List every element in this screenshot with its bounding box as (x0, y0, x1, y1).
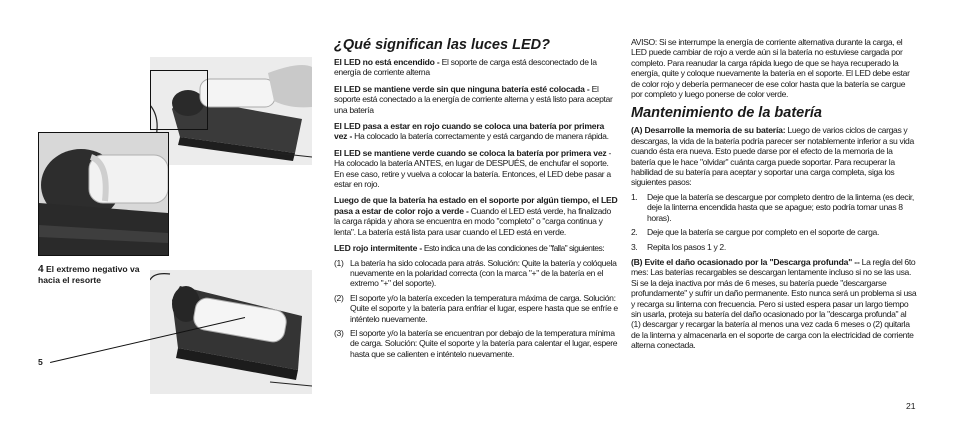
figure-4-number: 4 (38, 264, 44, 275)
fault-item-2: (2) El soporte y/o la batería exceden la temperatura máxima de carga. Solución: Quite el soporte y la batería para enfriar el lugar, espere hasta que se enfríe e inténtelo nuevamente. (334, 292, 618, 324)
memory-paragraph: (A) Desarrolle la memoria de su batería: Luego de varios ciclos de cargas y descargas, la vida de la batería podría parecer ser notablemente inferior a su vida cuando ésta era nueva. Esto puede darse por el efecto de la memoria de la batería que le hace "olvidar" cuánta carga puede soportar. Para recuperar la habilidad de su batería para aceptar y soportar una carga completa, siga los siguientes pasos: (631, 125, 914, 188)
aviso-paragraph: AVISO: Si se interrumpe la energía de corriente alternativa durante la carga, el LED puede cambiar de rojo a verde aún si la batería no estuviese cargada por completo. Para reanudar la carga rápida luego de que se haya recuperado la energía, quite y coloque nuevamente la batería en el soporte. El LED debe estar de color rojo y debería permanecer de ese color hasta que la batería se cargue por completo y luego ponerse de color verde. (631, 37, 910, 100)
figure-5-number: 5 (38, 357, 43, 367)
step-item-2: 2. Deje que la batería se cargue por completo en el soporte de carga. (631, 227, 880, 238)
led-blinking-paragraph: LED rojo intermitente - Esto indica una de las condiciones de "falla" siguientes: (334, 243, 605, 254)
led-section-heading: ¿Qué significan las luces LED? (334, 37, 550, 53)
fault-list (334, 258, 618, 360)
led-red-first-paragraph: El LED pasa a estar en rojo cuando se coloca una batería por primera vez - Ha colocado la batería correctamente y está cargando de manera rápida. (334, 121, 609, 142)
detail-frame (150, 70, 208, 130)
led-meaning-column (334, 37, 618, 364)
fault-item-3: (3) El soporte y/o la batería se encuentran por debajo de la temperatura mínima de carga. Solución: Quite el soporte y la batería para calentar el lugar, espere hasta que se calienten e inténtelo nuevamente. (334, 327, 618, 359)
photo-negative-end-detail (38, 132, 169, 256)
steps-list (631, 192, 917, 252)
led-off-paragraph: El LED no está encendido - El soporte de carga está desconectado de la energía de corriente alterna (334, 57, 597, 78)
photo-battery-in-charger (150, 270, 312, 394)
led-red-to-green-paragraph: Luego de que la batería ha estado en el soporte por algún tiempo, el LED pasa a estar de color rojo a verde - Cuando el LED está verde, ha finalizado la carga rápida y ahora se encuentra en modo "completo" o "carga continua y lenta". La batería está lista para usar cuando el LED está en verde. (334, 195, 618, 237)
maintenance-heading: Mantenimiento de la batería (631, 105, 822, 122)
figure-4-text: El extremo negativo va hacia el resorte (38, 264, 140, 285)
maintenance-column (631, 37, 917, 357)
fault-item-1: (1) La batería ha sido colocada para atrás. Solución: Quite la batería y colóquela nuevamente en la polaridad correcta (con la marca "+" de la batería en el extremo "+" del soporte). (334, 257, 617, 289)
led-green-no-battery-paragraph: El LED se mantiene verde sin que ninguna batería esté colocada - El soporte está conectado a la energía de corriente alterna y está listo para aceptar una batería (334, 83, 613, 115)
step-item-3: 3. Repita los pasos 1 y 2. (631, 241, 726, 252)
page-number: 21 (906, 401, 916, 411)
figure-5-caption (38, 357, 43, 368)
led-green-first-paragraph: El LED se mantiene verde cuando se coloca la batería por primera vez - Ha colocado la batería ANTES, en lugar de DESPUÉS, de enchufar el soporte. En ese caso, retire y vuelva a colocar la batería. Entonces, el LED debe pasar a estar en rojo. (334, 147, 612, 190)
figure-4-caption (38, 264, 150, 286)
deep-discharge-paragraph: (B) Evite el daño ocasionado por la "Descarga profunda" -- La regla del 6to mes: Las baterías recargables se descargan lentamente incluso si no se las usa. Si se la deja inactiva por más de 6 meses, su batería puede "descargarse profundamente" y sufrir un daño permanente. Esto nunca será un problema si usa y recarga su linterna con frecuencia. Pero si usted espera pasar un largo tiempo sin usarla, proteja su batería del daño ocasionado por la "descarga profunda" al (1) descargar y recargar la batería al menos una vez cada 6 meses o (2) quitarla de la linterna y almacenarla en el soporte de carga con la electricidad de corriente alterna conectada. (631, 256, 917, 351)
step-item-1: 1. Deje que la batería se descargue por completo dentro de la linterna (es decir, deje la linterna encendida hasta que se apague; esto podría tomar unas 8 horas). (631, 191, 914, 223)
